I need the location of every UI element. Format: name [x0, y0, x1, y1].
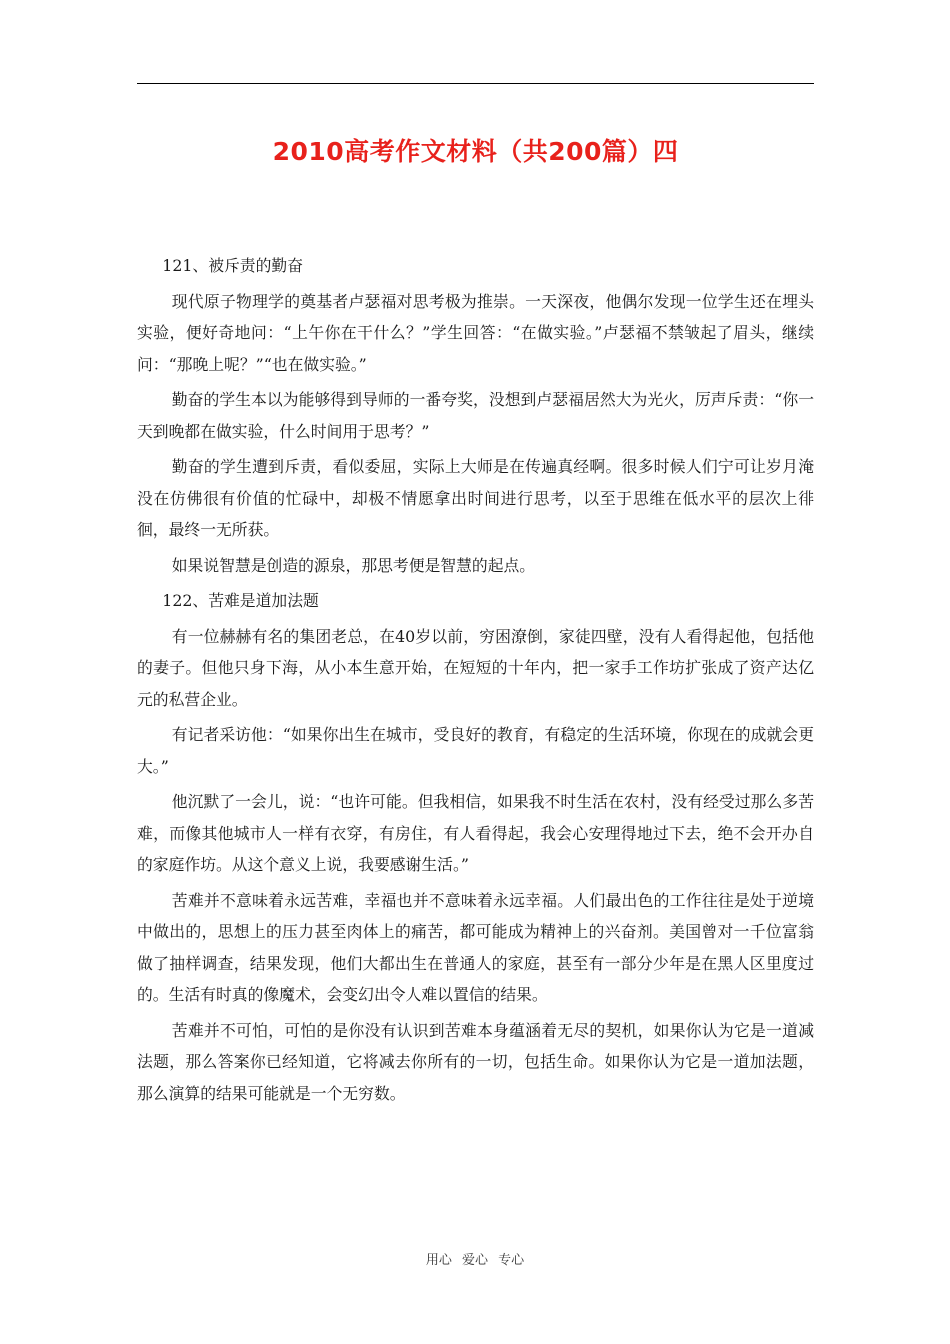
body-paragraph: 他沉默了一会儿，说：“也许可能。但我相信，如果我不时生活在农村，没有经受过那么多苦难，而像其他城市人一样有衣穿，有房住，有人看得起，我会心安理得地过下去，绝不会开办自的家庭作坊。从这个意义上说，我要感谢生活。” — [137, 792, 814, 874]
body-paragraph: 现代原子物理学的奠基者卢瑟福对思考极为推崇。一天深夜，他偶尔发现一位学生还在埋头实验，便好奇地问：“上午你在干什么？”学生回答：“在做实验。”卢瑟福不禁皱起了眉头，继续问：“那晚上呢？”“也在做实验。” — [137, 291, 814, 374]
body-paragraph: 有一位赫赫有名的集团老总，在40岁以前，穷困潦倒，家徒四壁，没有人看得起他，包括他的妻子。但他只身下海，从小本生意开始，在短短的十年内，把一家手工作坊扩张成了资产达亿元的私营企业。 — [137, 626, 814, 709]
header-rule — [137, 83, 814, 84]
document-title: 2010高考作文材料（共200篇）四 — [272, 137, 679, 166]
section-heading: 121、被斥责的勤奋 — [162, 256, 303, 275]
body-paragraph: 苦难并不可怕，可怕的是你没有认识到苦难本身蕴涵着无尽的契机，如果你认为它是一道减法题，那么答案你已经知道，它将减去你所有的一切，包括生命。如果你认为它是一道加法题，那么演算的结果可能就是一个无穷数。 — [137, 1020, 814, 1103]
body-paragraph: 有记者采访他：“如果你出生在城市，受良好的教育，有稳定的生活环境，你现在的成就会更大。” — [137, 725, 814, 776]
body-paragraph: 勤奋的学生本以为能够得到导师的一番夸奖，没想到卢瑟福居然大为光火，厉声斥责：“你一天到晚都在做实验，什么时间用于思考？” — [137, 390, 814, 441]
section-heading: 122、苦难是道加法题 — [162, 591, 319, 610]
body-paragraph: 勤奋的学生遭到斥责，看似委屈，实际上大师是在传遍真经啊。很多时候人们宁可让岁月淹没在仿佛很有价值的忙碌中，却极不情愿拿出时间进行思考，以至于思维在低水平的层次上徘徊，最终一无所获。 — [137, 457, 814, 539]
document-body — [137, 250, 814, 1113]
page-footer: 用心 爱心 专心 — [425, 1253, 525, 1268]
body-paragraph: 苦难并不意味着永远苦难，幸福也并不意味着永远幸福。人们最出色的工作往往是处于逆境中做出的，思想上的压力甚至肉体上的痛苦，都可能成为精神上的兴奋剂。美国曾对一千位富翁做了抽样调查，结果发现，他们大都出生在普通人的家庭，甚至有一部分少年是在黑人区里度过的。生活有时真的像魔术，会变幻出令人难以置信的结果。 — [137, 890, 814, 1004]
body-paragraph: 如果说智慧是创造的源泉，那思考便是智慧的起点。 — [171, 555, 536, 575]
